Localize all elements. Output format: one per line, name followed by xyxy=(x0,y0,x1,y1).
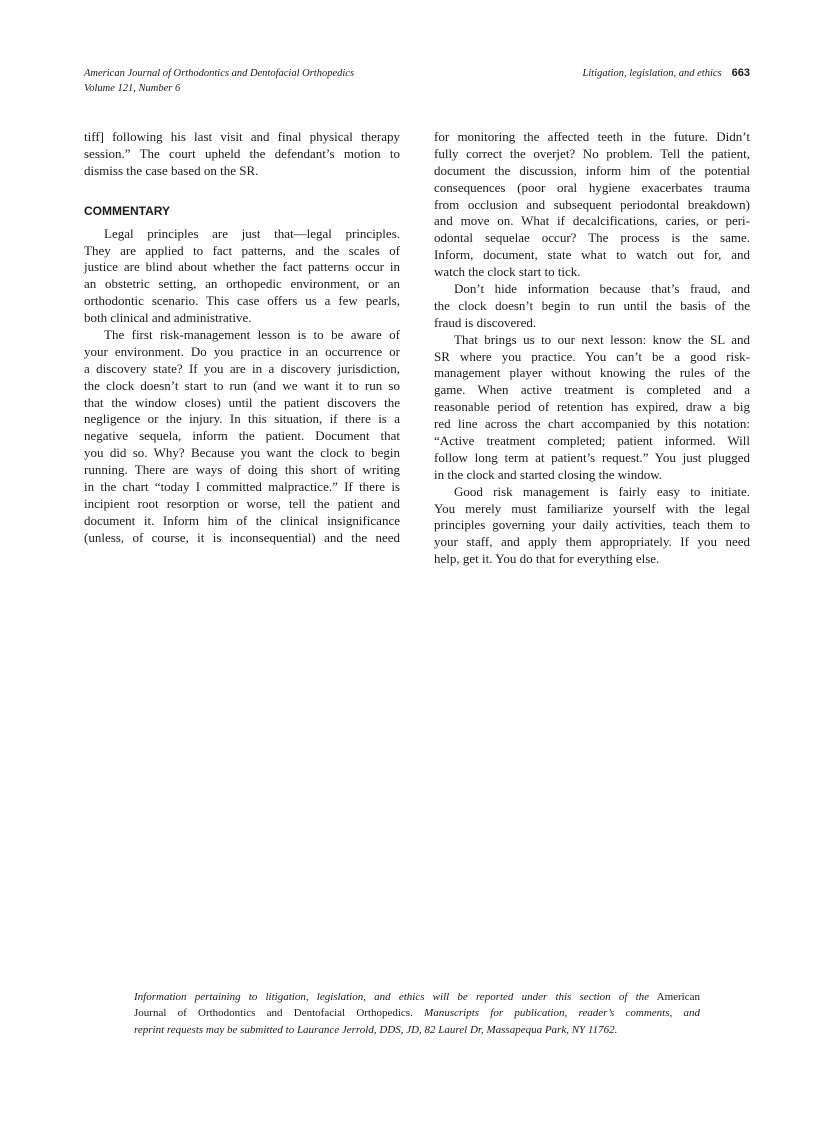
text-line: your environment. Do you practice in an occurrence or xyxy=(84,343,400,359)
paragraph xyxy=(84,129,400,180)
text-line: in the clock and started closing the window. xyxy=(434,466,663,482)
text-line: your staff, and apply them appropriately. If you need xyxy=(434,534,750,550)
text-line: That brings us to our next lesson: know the SL and xyxy=(454,331,750,347)
paragraph xyxy=(434,332,750,484)
text-line: for monitoring the affected teeth in the future. Didn’t xyxy=(434,129,750,144)
text-line: follow long term at patient’s request.” You just plugged xyxy=(434,449,750,465)
spacer xyxy=(84,180,400,202)
text-line: session.” The court upheld the defendant’s motion to xyxy=(84,145,400,161)
text-line: help, get it. You do that for everything else. xyxy=(434,551,660,567)
footnote-line xyxy=(134,989,700,1005)
section-title: Litigation, legislation, and ethics xyxy=(582,68,722,79)
footnote-text: Information pertaining to litigation, legislation, and ethics will be reported under this section of the xyxy=(134,991,650,1003)
text-line: (unless, of course, it is inconsequential) and the need xyxy=(84,529,400,545)
footnote-line xyxy=(134,1005,700,1021)
text-line: justice are blind about whether the fact patterns occur in xyxy=(84,259,400,275)
text-line: Don’t hide information because that’s fraud, and xyxy=(454,281,750,297)
section-footnote xyxy=(134,989,700,1038)
text-line: game. When active treatment is completed and a xyxy=(434,382,750,398)
section-heading: COMMENTARY xyxy=(84,203,170,218)
text-line: “Active treatment completed; patient informed. Will xyxy=(434,433,750,449)
text-line: principles governing your daily activities, teach them to xyxy=(434,517,750,533)
text-line: orthodontic scenario. This case offers us a few pearls, xyxy=(84,293,400,309)
text-line: and move on. What if decalcifications, caries, or peri- xyxy=(434,213,750,229)
footnote-line: reprint requests may be submitted to Laurance Jerrold, DDS, JD, 82 Laurel Dr, Massapequa Park, NY 11762. xyxy=(134,1023,618,1036)
running-header-left xyxy=(84,66,354,96)
text-line: you did so. Why? Because you want the clock to begin xyxy=(84,445,400,461)
right-column xyxy=(434,129,750,568)
text-line: fraud is discovered. xyxy=(434,314,537,330)
paragraph xyxy=(84,327,400,547)
volume-number: Volume 121, Number 6 xyxy=(84,83,181,94)
text-line: negligence or the injury. In this situation, if there is a xyxy=(84,411,400,427)
text-line: an obstetric setting, an orthopedic environment, or an xyxy=(84,276,400,292)
text-line: the clock doesn’t start to run (and we want it to run so xyxy=(84,377,400,393)
text-line: a discovery state? If you are in a discovery jurisdiction, xyxy=(84,360,400,376)
text-line: reasonable period of retention has expired, draw a big xyxy=(434,399,750,415)
journal-title: American Journal of Orthodontics and Dentofacial Orthopedics xyxy=(84,68,355,79)
text-line: Good risk management is fairly easy to initiate. xyxy=(454,483,750,499)
text-line: running. There are ways of doing this short of writing xyxy=(84,462,400,478)
paragraph xyxy=(434,484,750,568)
text-line: Legal principles are just that—legal principles. xyxy=(104,225,400,241)
text-line: watch the clock start to tick. xyxy=(434,264,581,280)
text-line: odontal sequelae occur? The process is the same. xyxy=(434,230,750,246)
paragraph xyxy=(84,226,400,327)
text-line: tiff] following his last visit and final physical therapy xyxy=(84,129,400,144)
text-line: document the discussion, inform him of the potential xyxy=(434,162,750,178)
text-line: fully correct the overjet? No problem. Tell the patient, xyxy=(434,145,750,161)
text-line: the clock doesn’t begin to run until the basis of the xyxy=(434,297,750,313)
text-line: incipient root resorption or worse, tell the patient and xyxy=(84,495,400,511)
text-line: both clinical and administrative. xyxy=(84,310,252,326)
text-line: The first risk-management lesson is to be aware of xyxy=(104,327,400,343)
text-line: in the chart “today I committed malpractice.” If there is xyxy=(84,479,400,495)
text-line: from occlusion and subsequent periodontal breakdown) xyxy=(434,196,750,212)
paragraph xyxy=(434,281,750,332)
text-line: Inform, document, state what to watch out for, and xyxy=(434,247,750,263)
text-line: SR where you practice. You can’t be a good risk- xyxy=(434,348,750,364)
text-line: You merely must familiarize yourself with the legal xyxy=(434,500,750,516)
text-line: that the window closes) until the patient discovers the xyxy=(84,394,400,410)
text-line: consequences (poor oral hygiene exacerbates trauma xyxy=(434,179,750,195)
footnote-text: Journal of Orthodontics and Dentofacial Orthopedics. xyxy=(134,1007,413,1020)
footnote-text: American xyxy=(649,991,701,1003)
running-header-right xyxy=(583,66,750,81)
text-line: They are applied to fact patterns, and the scales of xyxy=(84,242,400,258)
paragraph xyxy=(434,129,750,281)
text-line: negative sequela, inform the patient. Document that xyxy=(84,428,400,444)
footnote-text: Manuscripts for publication, reader’s comments, and xyxy=(412,1007,701,1020)
left-column xyxy=(84,129,400,547)
text-line: document it. Inform him of the clinical insignificance xyxy=(84,512,400,528)
text-line: dismiss the case based on the SR. xyxy=(84,162,259,178)
text-line: red line across the chart accompanied by this notation: xyxy=(434,416,750,432)
page-number: 663 xyxy=(731,67,750,79)
text-line: management player without knowing the rules of the xyxy=(434,365,750,381)
